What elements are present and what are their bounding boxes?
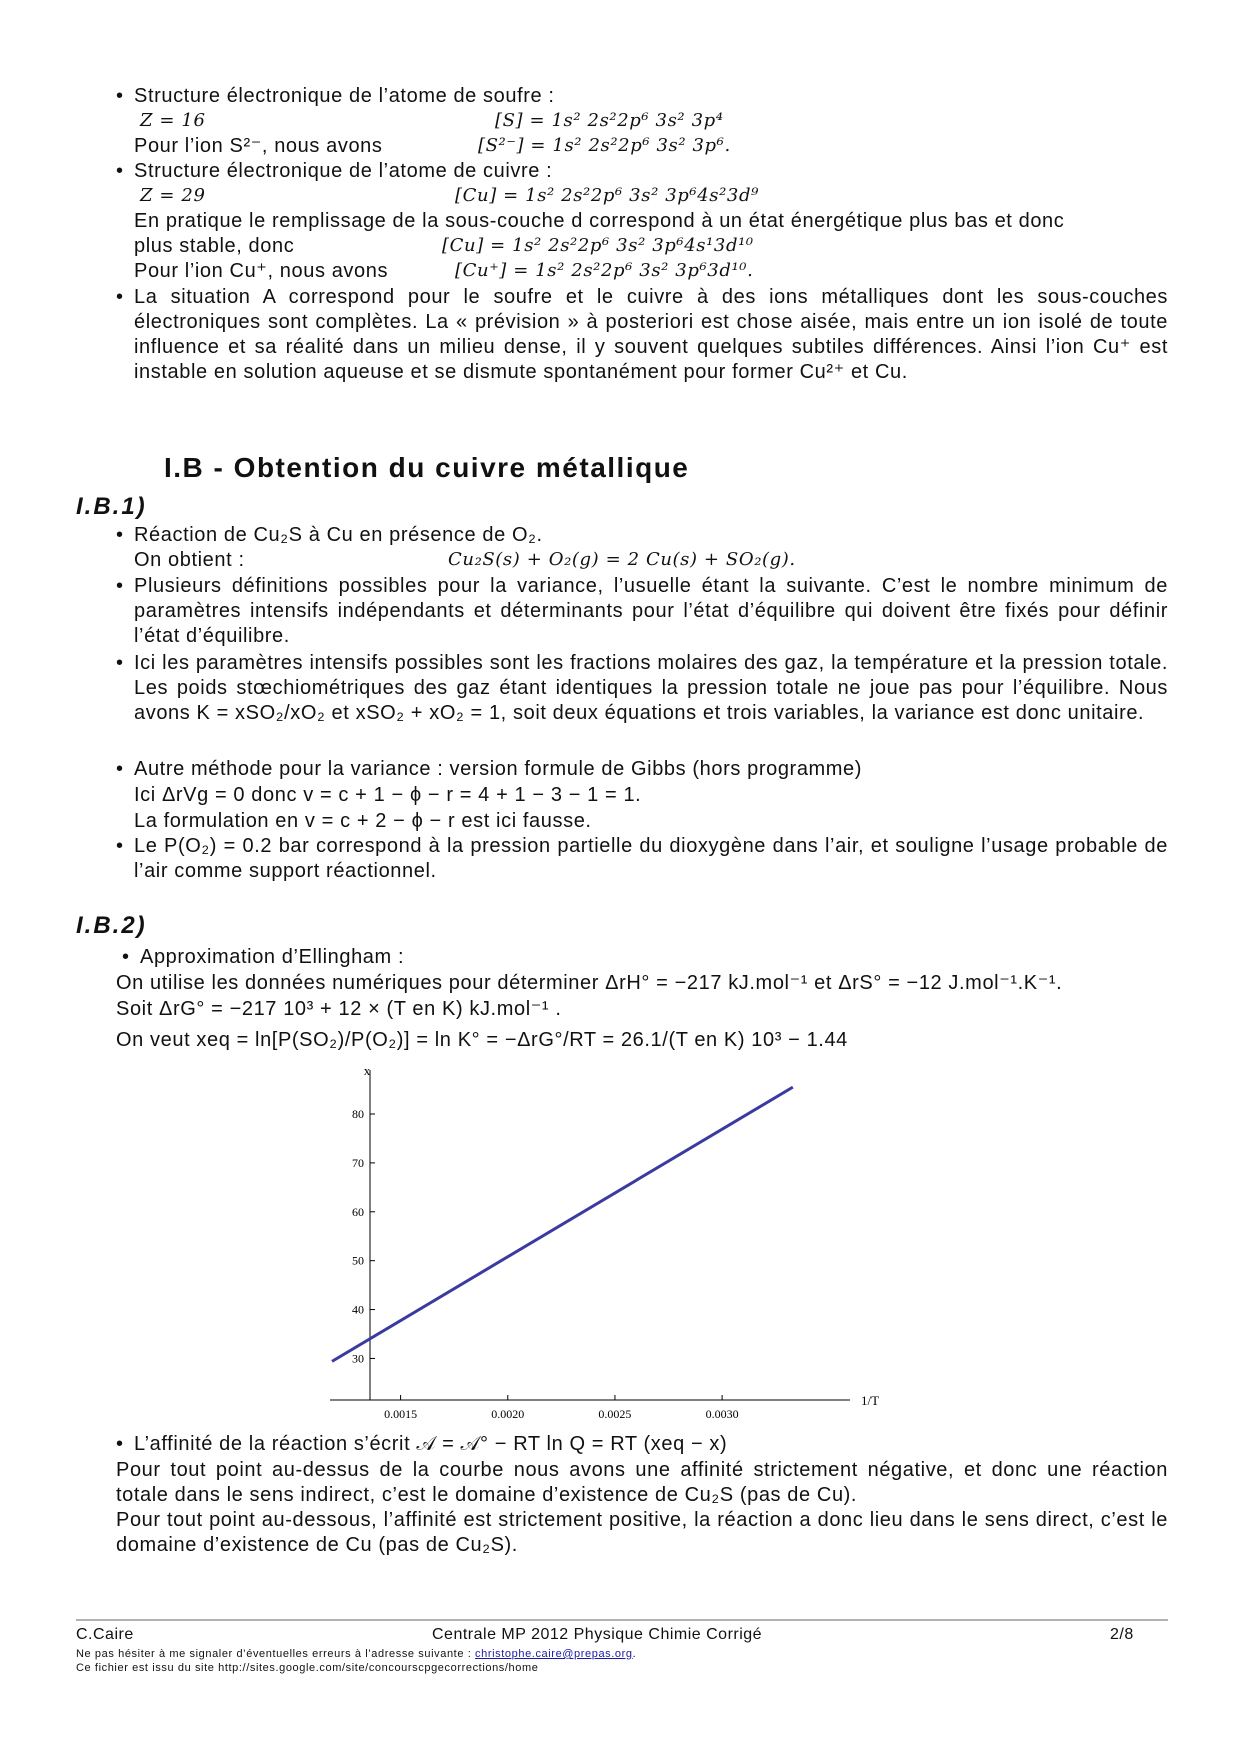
y-tick-label: 60: [352, 1204, 364, 1219]
copper-practice-config: [Cu] = 1s² 2s²2p⁶ 3s² 3p⁶4s¹3d¹⁰: [442, 235, 754, 256]
ib1-reaction-title: • Réaction de Cu₂S à Cu en présence de O₂.: [116, 524, 543, 546]
copper-ion-label: Pour l’ion Cu⁺, nous avons: [134, 260, 389, 282]
ib2-heading: I.B.2): [76, 912, 147, 939]
sulfur-title: • Structure électronique de l’atome de soufre :: [116, 85, 555, 107]
x-tick-label: 0.0015: [384, 1407, 418, 1421]
footer-title: Centrale MP 2012 Physique Chimie Corrigé: [432, 1626, 763, 1643]
copper-config: [Cu] = 1s² 2s²2p⁶ 3s² 3p⁶4s²3d⁹: [455, 185, 759, 206]
ib2-approx: • Approximation d’Ellingham :: [122, 946, 405, 968]
ib1-variance-def: Plusieurs définitions possibles pour la variance, l’usuelle étant la suivante. C’est le nombre minimum de paramètres intensifs indépendants et déterminants pour l’état d’équilibre qui doivent être fixés pour définir l’état d’équilibre.: [134, 575, 1168, 647]
ib1-gibbs-false: La formulation en v = c + 2 − ϕ − r est ici fausse.: [134, 810, 592, 832]
y-tick-label: 80: [352, 1107, 364, 1121]
y-tick-label: 40: [352, 1302, 364, 1317]
footer-page: 2/8: [1110, 1626, 1134, 1643]
bullet-icon: •: [116, 652, 124, 674]
ib2-data-line: On utilise les données numériques pour déterminer ΔrH° = −217 kJ.mol⁻¹ et ΔrS° = −12 J.mol⁻¹.K⁻¹.: [116, 972, 1063, 994]
sulfur-config: [S] = 1s² 2s²2p⁶ 3s² 3p⁴: [495, 110, 724, 131]
sulfur-ion-label: Pour l’ion S²⁻, nous avons: [134, 135, 383, 157]
y-axis-label: x: [363, 1063, 371, 1078]
x-tick-label: 0.0030: [705, 1407, 739, 1421]
bullet-icon: •: [122, 946, 130, 968]
x-tick-label: 0.0020: [491, 1407, 525, 1421]
footer-source: Ce fichier est issu du site http://sites.google.com/site/concourscpgecorrections/home: [76, 1662, 539, 1674]
bullet-icon: •: [116, 160, 124, 182]
copper-practice-1: En pratique le remplissage de la sous-couche d correspond à un état énergétique plus bas et donc: [134, 210, 1065, 232]
ib1-gibbs-title: • Autre méthode pour la variance : version formule de Gibbs (hors programme): [116, 758, 863, 780]
ellingham-chart: [320, 1060, 900, 1430]
bullet-icon: •: [116, 286, 124, 308]
bullet-icon: •: [116, 758, 124, 780]
copper-practice-2: plus stable, donc: [134, 235, 295, 257]
y-tick-label: 70: [352, 1155, 364, 1170]
ib2-below: Pour tout point au-dessous, l’affinité est strictement positive, la réaction a donc lieu dans le sens direct, c’est le domaine d’existence de Cu (pas de Cu₂S).: [116, 1509, 1168, 1556]
bullet-icon: •: [116, 575, 124, 597]
sulfur-ion-config: [S²⁻] = 1s² 2s²2p⁶ 3s² 3p⁶.: [478, 135, 731, 156]
ib1-equation: Cu₂S(s) + O₂(g) = 2 Cu(s) + SO₂(g).: [448, 549, 796, 570]
footer-note: Ne pas hésiter à me signaler d’éventuelles erreurs à l’adresse suivante : christophe.caire@prepas.org.: [76, 1648, 637, 1660]
ib2-affinity: • L’affinité de la réaction s’écrit 𝒜 = 𝒜° − RT ln Q = RT (xeq − x): [116, 1433, 728, 1455]
copper-ion-config: [Cu⁺] = 1s² 2s²2p⁶ 3s² 3p⁶3d¹⁰.: [455, 260, 754, 281]
bullet-icon: •: [116, 1433, 124, 1455]
ib1-po2: Le P(O₂) = 0.2 bar correspond à la pression partielle du dioxygène dans l’air, et souligne l’usage probable de l’air comme support réactionnel.: [134, 835, 1168, 882]
bullet-icon: •: [116, 835, 124, 857]
y-tick-label: 30: [352, 1351, 364, 1366]
situation-paragraph: La situation A correspond pour le soufre et le cuivre à des ions métalliques dont les sous-couches électroniques sont complètes. La « prévision » à posteriori est chose aisée, mais entre un ion isolé de toute influence et sa réalité dans un milieu dense, il y souvent quelques subtiles différences. Ainsi l’ion Cu⁺ est instable en solution aqueuse et se dismute spontanément pour former Cu²⁺ et Cu.: [134, 286, 1168, 383]
bullet-icon: •: [116, 524, 124, 546]
y-tick-label: 50: [352, 1253, 364, 1268]
section-title: I.B - Obtention du cuivre métallique: [164, 452, 690, 483]
ib1-obtain-label: On obtient :: [134, 549, 245, 571]
x-tick-label: 0.0025: [598, 1407, 632, 1421]
ib2-above: Pour tout point au-dessus de la courbe nous avons une affinité strictement négative, et donc une réaction totale dans le sens indirect, c’est le domaine d’existence de Cu₂S (pas de Cu).: [116, 1459, 1168, 1506]
ib1-heading: I.B.1): [76, 493, 147, 520]
ib1-params: Ici les paramètres intensifs possibles sont les fractions molaires des gaz, la température et la pression totale. Les poids stœchiométriques des gaz étant identiques la pression totale ne joue pas pour l’équilibre. Nous avons K = xSO₂/xO₂ et xSO₂ + xO₂ = 1, soit deux équations et trois variables, la variance est donc unitaire.: [134, 652, 1168, 724]
copper-z: Z = 29: [140, 185, 206, 206]
ib2-soit: Soit ΔrG° = −217 10³ + 12 × (T en K) kJ.mol⁻¹ .: [116, 998, 562, 1020]
series-line: [332, 1087, 793, 1361]
footer-divider: [76, 1619, 1168, 1621]
copper-title: • Structure électronique de l’atome de cuivre :: [116, 160, 553, 182]
footer-author: C.Caire: [76, 1626, 134, 1643]
sulfur-z: Z = 16: [140, 110, 206, 131]
bullet-icon: •: [116, 85, 124, 107]
ib2-on-veut: On veut xeq = ln[P(SO₂)/P(O₂)] = ln K° = −ΔrG°/RT = 26.1/(T en K) 10³ − 1.44: [116, 1029, 848, 1051]
footer-email-link[interactable]: christophe.caire@prepas.org: [475, 1648, 633, 1660]
x-axis-label: 1/T: [860, 1393, 880, 1408]
ib1-gibbs-line: Ici ΔrVg = 0 donc v = c + 1 − ϕ − r = 4 + 1 − 3 − 1 = 1.: [134, 784, 642, 806]
